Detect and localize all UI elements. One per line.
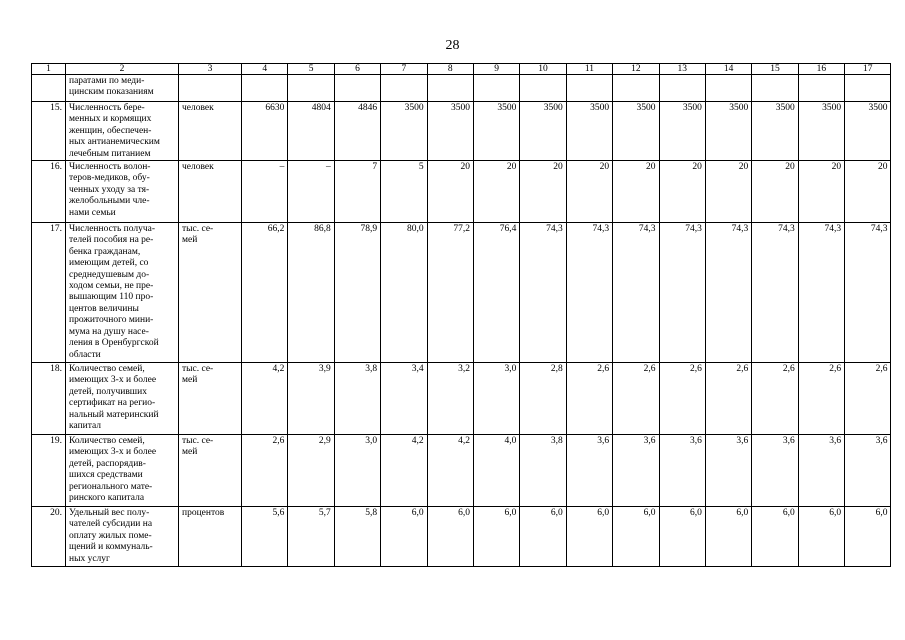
value-cell: 6,0 (613, 507, 659, 567)
column-number-cell: 3 (179, 64, 242, 75)
unit-cell: процентов (179, 507, 242, 567)
row-number-cell: 16. (32, 161, 66, 223)
value-cell: 3,6 (659, 435, 705, 507)
column-number-cell: 4 (242, 64, 288, 75)
value-cell: 3500 (752, 102, 798, 161)
value-cell: 6,0 (659, 507, 705, 567)
value-cell: 2,6 (705, 363, 751, 435)
value-cell: 6,0 (845, 507, 891, 567)
value-cell: 20 (798, 161, 844, 223)
value-cell: 74,3 (659, 223, 705, 363)
value-cell: 6,0 (381, 507, 427, 567)
value-cell: 3500 (613, 102, 659, 161)
row-number-cell: 19. (32, 435, 66, 507)
value-cell: 3,6 (613, 435, 659, 507)
value-cell: 2,6 (845, 363, 891, 435)
value-cell (613, 75, 659, 102)
indicator-name-cell: Численность волон- теров-медиков, обу- ченных уходу за тя- желобольными чле- нами семьи (66, 161, 179, 223)
value-cell: 3,6 (798, 435, 844, 507)
value-cell: 20 (427, 161, 473, 223)
value-cell: 2,6 (242, 435, 288, 507)
value-cell: 74,3 (566, 223, 612, 363)
indicator-name-cell: паратами по меди- цинским показаниям (66, 75, 179, 102)
value-cell: 4,2 (427, 435, 473, 507)
value-cell: 6,0 (473, 507, 519, 567)
value-cell (288, 75, 334, 102)
value-cell: 2,6 (752, 363, 798, 435)
value-cell: 4846 (334, 102, 380, 161)
indicators-table (31, 63, 891, 567)
value-cell: 3,9 (288, 363, 334, 435)
value-cell: 3,2 (427, 363, 473, 435)
column-number-cell: 10 (520, 64, 566, 75)
value-cell: 77,2 (427, 223, 473, 363)
unit-cell: человек (179, 102, 242, 161)
indicator-name-cell: Численность бере- менных и кормящих женщин, обеспечен- ных антианемическим лечебным питанием (66, 102, 179, 161)
indicator-name-cell: Количество семей, имеющих 3-х и более детей, получивших сертификат на регио- нальный материнский капитал (66, 363, 179, 435)
table-body (32, 64, 891, 567)
value-cell: 80,0 (381, 223, 427, 363)
value-cell: 3,0 (473, 363, 519, 435)
value-cell (381, 75, 427, 102)
value-cell: 2,6 (798, 363, 844, 435)
value-cell: 76,4 (473, 223, 519, 363)
value-cell: 5,6 (242, 507, 288, 567)
value-cell: 7 (334, 161, 380, 223)
value-cell: 6,0 (520, 507, 566, 567)
value-cell: 2,6 (659, 363, 705, 435)
value-cell: 2,6 (566, 363, 612, 435)
table-row (32, 102, 891, 161)
column-number-cell: 11 (566, 64, 612, 75)
table-row (32, 161, 891, 223)
value-cell (705, 75, 751, 102)
column-number-cell: 1 (32, 64, 66, 75)
value-cell (334, 75, 380, 102)
value-cell: 5,7 (288, 507, 334, 567)
value-cell: – (288, 161, 334, 223)
column-number-cell: 14 (705, 64, 751, 75)
column-number-cell: 7 (381, 64, 427, 75)
unit-cell: тыс. се- мей (179, 223, 242, 363)
value-cell: – (242, 161, 288, 223)
value-cell: 3500 (427, 102, 473, 161)
column-number-cell: 16 (798, 64, 844, 75)
value-cell: 6,0 (705, 507, 751, 567)
value-cell (752, 75, 798, 102)
indicator-name-cell: Удельный вес полу- чателей субсидии на оплату жилых поме- щений и коммуналь- ных услуг (66, 507, 179, 567)
value-cell (659, 75, 705, 102)
row-number-cell: 17. (32, 223, 66, 363)
column-number-cell: 9 (473, 64, 519, 75)
value-cell: 6,0 (752, 507, 798, 567)
value-cell: 3,6 (752, 435, 798, 507)
value-cell: 3,8 (334, 363, 380, 435)
value-cell: 4,0 (473, 435, 519, 507)
value-cell: 3,6 (705, 435, 751, 507)
value-cell (242, 75, 288, 102)
indicator-name-cell: Количество семей, имеющих 3-х и более детей, распорядив- шихся средствами регионального мате- ринского капитала (66, 435, 179, 507)
value-cell: 6,0 (427, 507, 473, 567)
value-cell: 3,0 (334, 435, 380, 507)
value-cell: 6630 (242, 102, 288, 161)
unit-cell: человек (179, 161, 242, 223)
value-cell: 3,4 (381, 363, 427, 435)
column-number-cell: 17 (845, 64, 891, 75)
table-row (32, 75, 891, 102)
value-cell (566, 75, 612, 102)
value-cell: 20 (473, 161, 519, 223)
value-cell: 3500 (473, 102, 519, 161)
value-cell: 66,2 (242, 223, 288, 363)
column-number-cell: 5 (288, 64, 334, 75)
row-number-cell: 15. (32, 102, 66, 161)
value-cell (798, 75, 844, 102)
value-cell: 74,3 (520, 223, 566, 363)
column-number-cell: 15 (752, 64, 798, 75)
value-cell: 20 (845, 161, 891, 223)
table-row (32, 507, 891, 567)
value-cell: 3,8 (520, 435, 566, 507)
value-cell: 2,6 (613, 363, 659, 435)
column-number-cell: 12 (613, 64, 659, 75)
value-cell (427, 75, 473, 102)
value-cell: 20 (659, 161, 705, 223)
value-cell: 20 (752, 161, 798, 223)
row-number-cell: 18. (32, 363, 66, 435)
value-cell: 3500 (705, 102, 751, 161)
table-row (32, 363, 891, 435)
indicator-name-cell: Численность получа- телей пособия на ре- бенка гражданам, имеющим детей, со среднедушевым до- ходом семьи, не пре- вышающим 110 про- центов величины прожиточного мини- мума на душу насе- ления в Оренбургской области (66, 223, 179, 363)
unit-cell: тыс. се- мей (179, 363, 242, 435)
value-cell: 6,0 (798, 507, 844, 567)
value-cell: 86,8 (288, 223, 334, 363)
value-cell: 3500 (381, 102, 427, 161)
value-cell: 5,8 (334, 507, 380, 567)
table-row (32, 223, 891, 363)
page-number: 28 (445, 38, 460, 53)
value-cell: 2,8 (520, 363, 566, 435)
column-number-cell: 8 (427, 64, 473, 75)
value-cell: 20 (520, 161, 566, 223)
value-cell (845, 75, 891, 102)
value-cell: 74,3 (845, 223, 891, 363)
value-cell: 74,3 (798, 223, 844, 363)
value-cell: 3500 (520, 102, 566, 161)
value-cell: 3500 (798, 102, 844, 161)
row-number-cell: 20. (32, 507, 66, 567)
value-cell (520, 75, 566, 102)
value-cell: 3500 (845, 102, 891, 161)
value-cell: 3500 (659, 102, 705, 161)
value-cell: 4,2 (381, 435, 427, 507)
column-number-cell: 2 (66, 64, 179, 75)
value-cell: 3,6 (566, 435, 612, 507)
column-number-cell: 6 (334, 64, 380, 75)
unit-cell: тыс. се- мей (179, 435, 242, 507)
value-cell: 20 (566, 161, 612, 223)
column-number-cell: 13 (659, 64, 705, 75)
value-cell: 78,9 (334, 223, 380, 363)
value-cell: 6,0 (566, 507, 612, 567)
value-cell: 74,3 (613, 223, 659, 363)
table-row (32, 435, 891, 507)
unit-cell (179, 75, 242, 102)
value-cell: 4,2 (242, 363, 288, 435)
row-number-cell (32, 75, 66, 102)
value-cell: 74,3 (752, 223, 798, 363)
value-cell: 20 (613, 161, 659, 223)
value-cell (473, 75, 519, 102)
value-cell: 2,9 (288, 435, 334, 507)
value-cell: 5 (381, 161, 427, 223)
value-cell: 74,3 (705, 223, 751, 363)
value-cell: 20 (705, 161, 751, 223)
value-cell: 4804 (288, 102, 334, 161)
column-number-row (32, 64, 891, 75)
value-cell: 3500 (566, 102, 612, 161)
value-cell: 3,6 (845, 435, 891, 507)
